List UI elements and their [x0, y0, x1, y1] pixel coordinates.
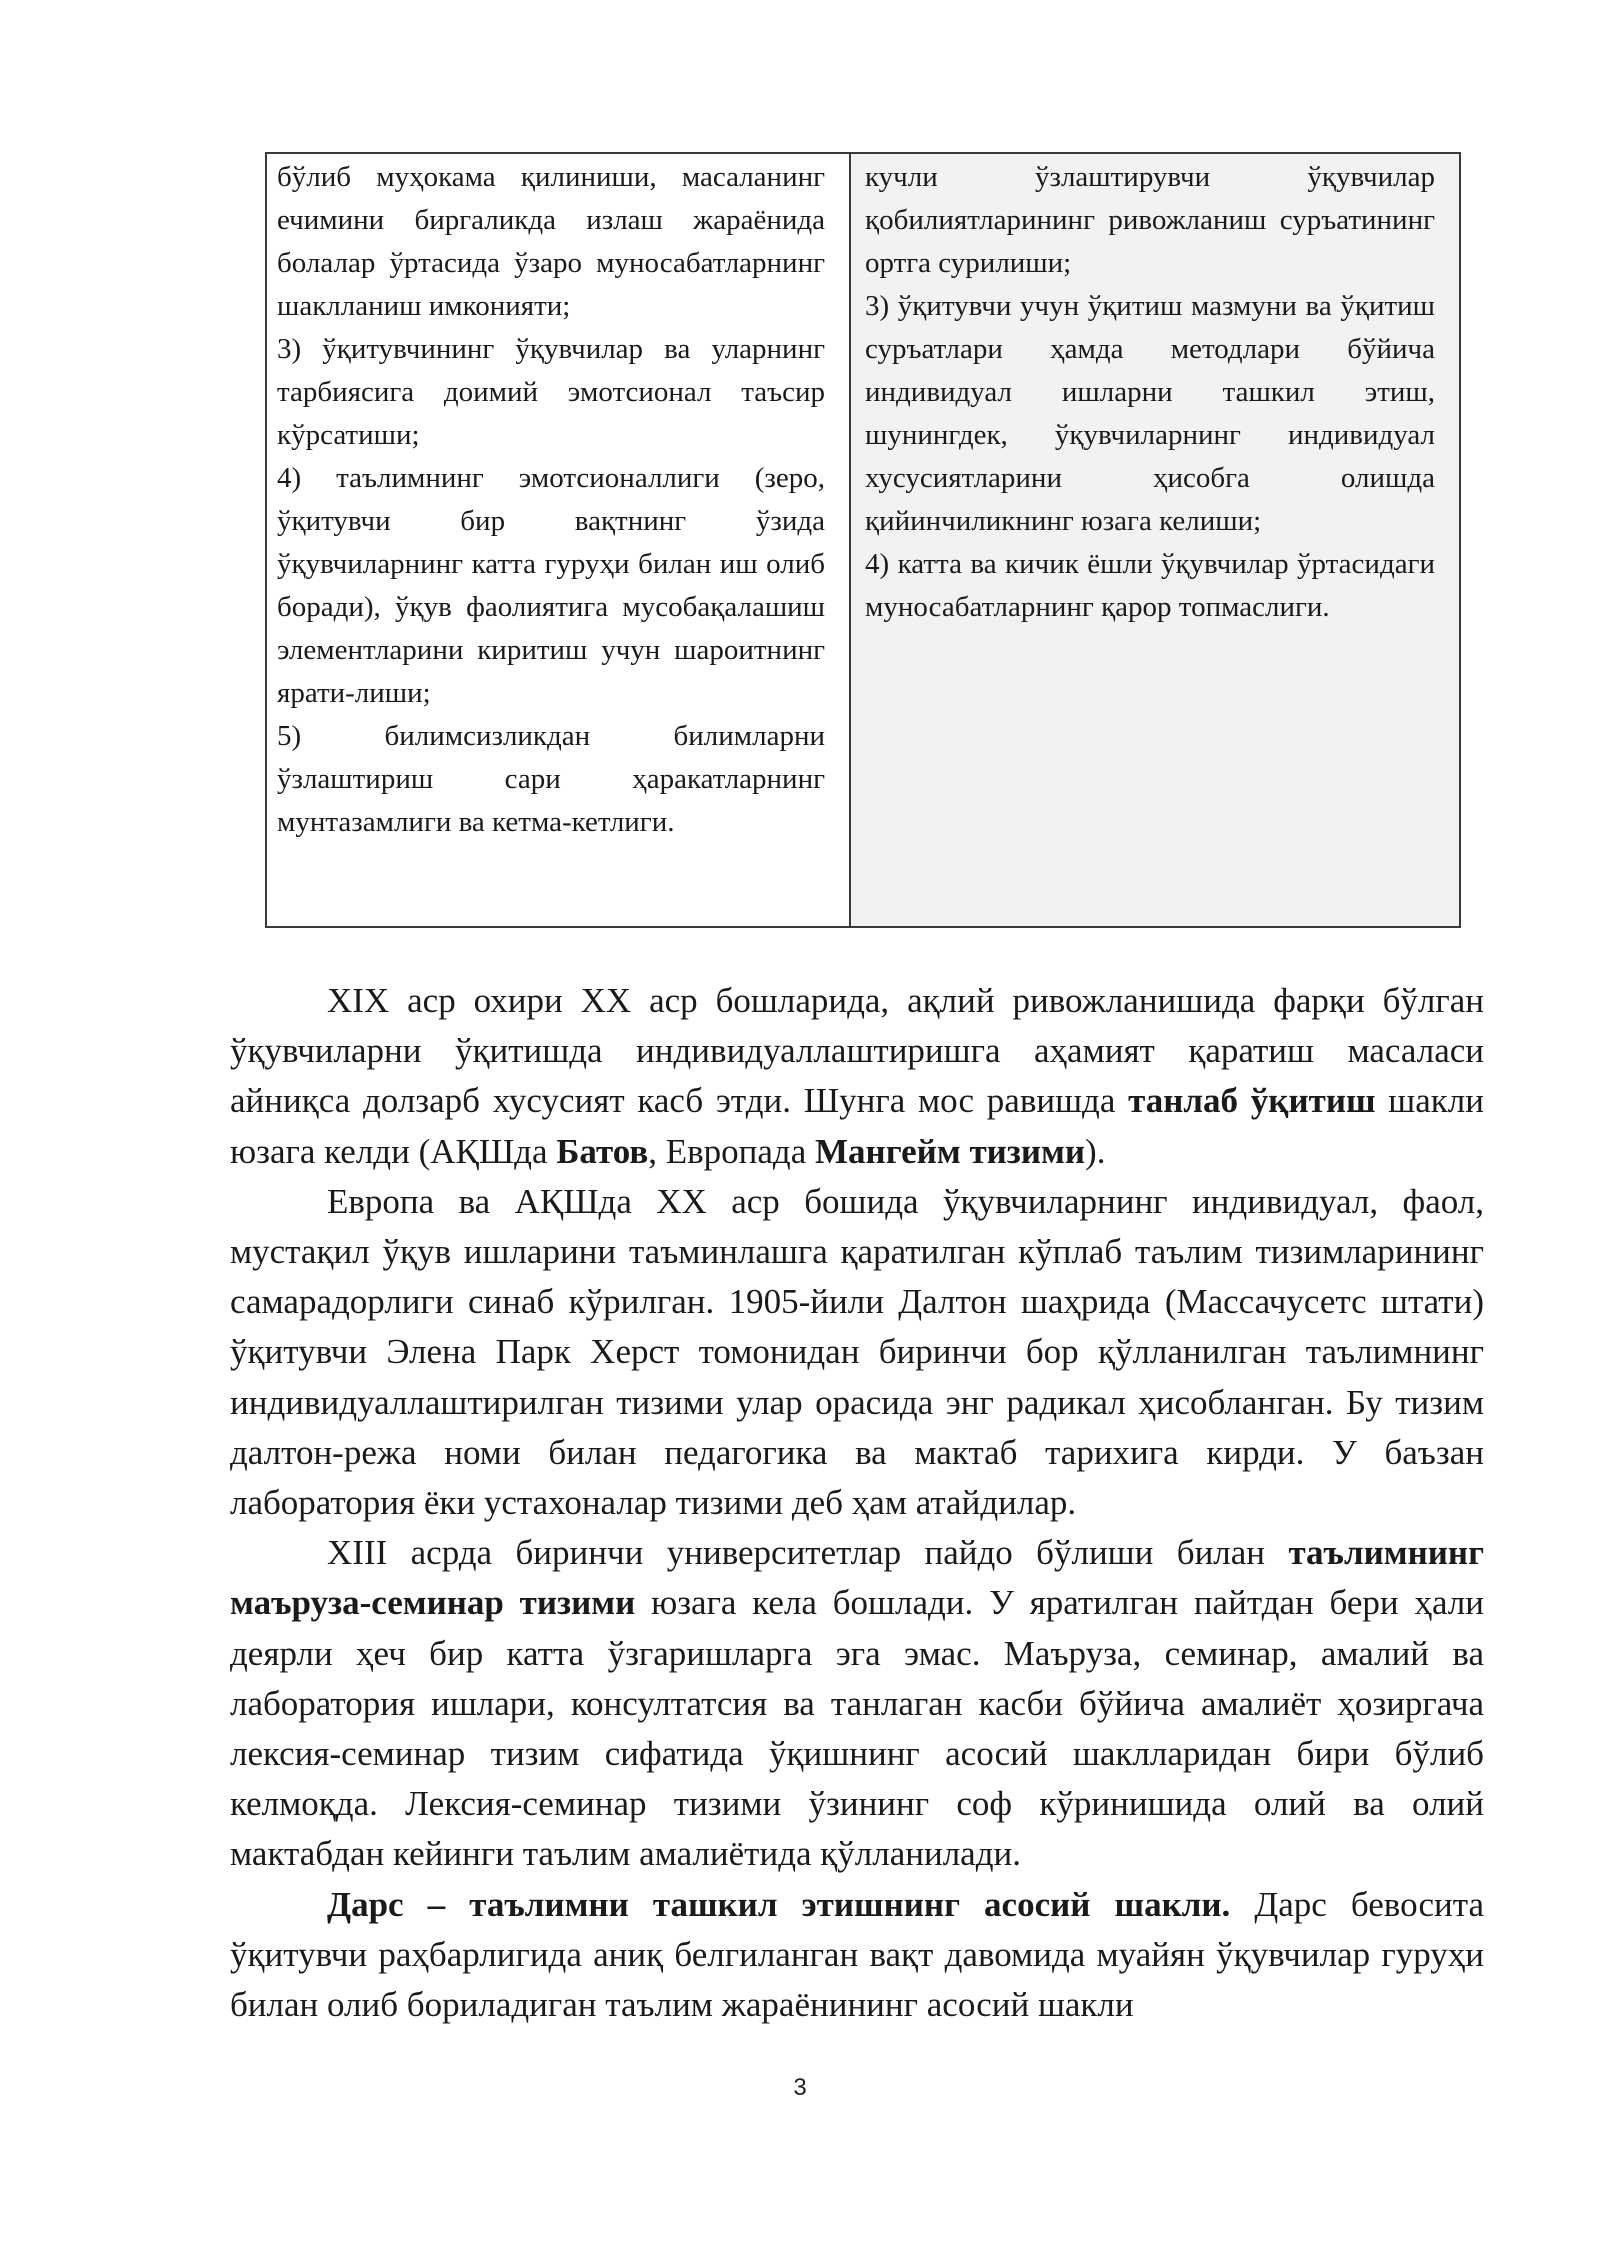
right-cell-paragraph-2: 3) ўқитувчи учун ўқитиш мазмуни ва ўқитиш суръатлари ҳамда методлари бўйича индивидуал ишларни ташкил этиш, шунингдек, ўқувчиларнинг индивидуал хусусиятларини ҳисобга олишда қийинчиликнинг юзага келиши;: [865, 290, 1435, 537]
paragraph-1-text-d: , Европада: [648, 1131, 816, 1171]
paragraph-3: [230, 1528, 1484, 1879]
left-cell-paragraph-3: 4) таълимнинг эмотсионаллиги (зеро, ўқитувчи бир вақтнинг ўзида ўқувчиларнинг катта гуруҳи билан иш олиб боради), ўқув фаолиятига мусобақалашиш элементларини киритиш учун шароитнинг ярати-лиши;: [277, 462, 825, 709]
body-text: [230, 976, 1484, 2030]
page-number: 3: [793, 2074, 807, 2101]
paragraph-1-bold-term: танлаб ўқитиш: [1128, 1081, 1376, 1121]
paragraph-1-text-a: XIX аср охири XX аср бошларида, ақлий ривожланишида фарқи бўлган ўқувчиларни ўқитишда индивидуаллаштиришга аҳамият қаратиш масаласи айниқса долзарб хусусият касб этди. Шунга мос равишда: [230, 981, 1484, 1121]
paragraph-3-bold-term: таълимнинг маъруза-семинар тизими: [230, 1533, 1484, 1623]
comparison-table: [265, 152, 1461, 928]
left-cell-paragraph-1: бўлиб муҳокама қилиниши, масаланинг ечимини биргаликда излаш жараёнида болалар ўртасида ўзаро муносабатларнинг шаклланиш имконияти;: [277, 161, 825, 322]
table-right-column: [851, 154, 1459, 926]
paragraph-1-text-e: ).: [1085, 1131, 1106, 1171]
paragraph-1-text-c: шакли юзага келди (АҚШда: [230, 1081, 1484, 1171]
right-cell-paragraph-3: 4) катта ва кичик ёшли ўқувчилар ўртасидаги муносабатларнинг қарор топмаслиги.: [865, 548, 1435, 623]
left-cell-paragraph-4: 5) билимсизликдан билимларни ўзлаштириш сари ҳаракатларнинг мунтазамлиги ва кетма-кетлиги.: [277, 720, 825, 838]
paragraph-4-bold-heading: Дарс – таълимни ташкил этишнинг асосий шакли.: [327, 1884, 1231, 1924]
table-left-column: [267, 154, 851, 926]
paragraph-1: [230, 976, 1484, 1177]
paragraph-4: [230, 1880, 1484, 2031]
paragraph-4-text-a: Дарс бевосита ўқитувчи раҳбарлигида аниқ белгиланган вақт давомида муайян ўқувчилар гуруҳи билан олиб бориладиган таълим жараёнининг асосий шакли: [230, 1884, 1484, 2025]
paragraph-3-text-c: юзага кела бошлади. У яратилган пайтдан бери ҳали деярли ҳеч бир катта ўзгаришларга эга эмас. Маъруза, семинар, амалий ва лаборатория ишлари, консултатсия ва танлаган касби бўйича амалиёт ҳозиргача лексия-семинар тизим сифатида ўқишнинг асосий шаклларидан бири бўлиб келмоқда. Лексия-семинар тизими ўзининг соф кўринишида олий ва олий мактабдан кейинги таълим амалиётида қўлланилади.: [230, 1583, 1484, 1874]
right-cell-paragraph-1: кучли ўзлаштирувчи ўқувчилар қобилиятларининг ривожланиш суръатининг ортга сурилиши;: [865, 161, 1435, 279]
paragraph-1-bold-batov: Батов: [556, 1131, 649, 1171]
paragraph-3-text-a: XIII асрда биринчи университетлар пайдо бўлиши билан: [327, 1533, 1289, 1573]
paragraph-2: Европа ва АҚШда XX аср бошида ўқувчиларнинг индивидуал, фаол, мустақил ўқув ишларини таъминлашга қаратилган кўплаб таълим тизимларининг самарадорлиги синаб кўрилган. 1905-йили Далтон шаҳрида (Массачусетс штати) ўқитувчи Элена Парк Херст томонидан биринчи бор қўлланилган таълимнинг индивидуаллаштирилган тизими улар орасида энг радикал ҳисобланган. Бу тизим далтон-режа номи билан педагогика ва мактаб тарихига кирди. У баъзан лаборатория ёки устахоналар тизими деб ҳам атайдилар.: [230, 1181, 1484, 1523]
left-cell-paragraph-2: 3) ўқитувчининг ўқувчилар ва уларнинг тарбиясига доимий эмотсионал таъсир кўрсатиши;: [277, 333, 825, 451]
paragraph-1-bold-mangeim: Мангейм тизими: [815, 1131, 1086, 1171]
